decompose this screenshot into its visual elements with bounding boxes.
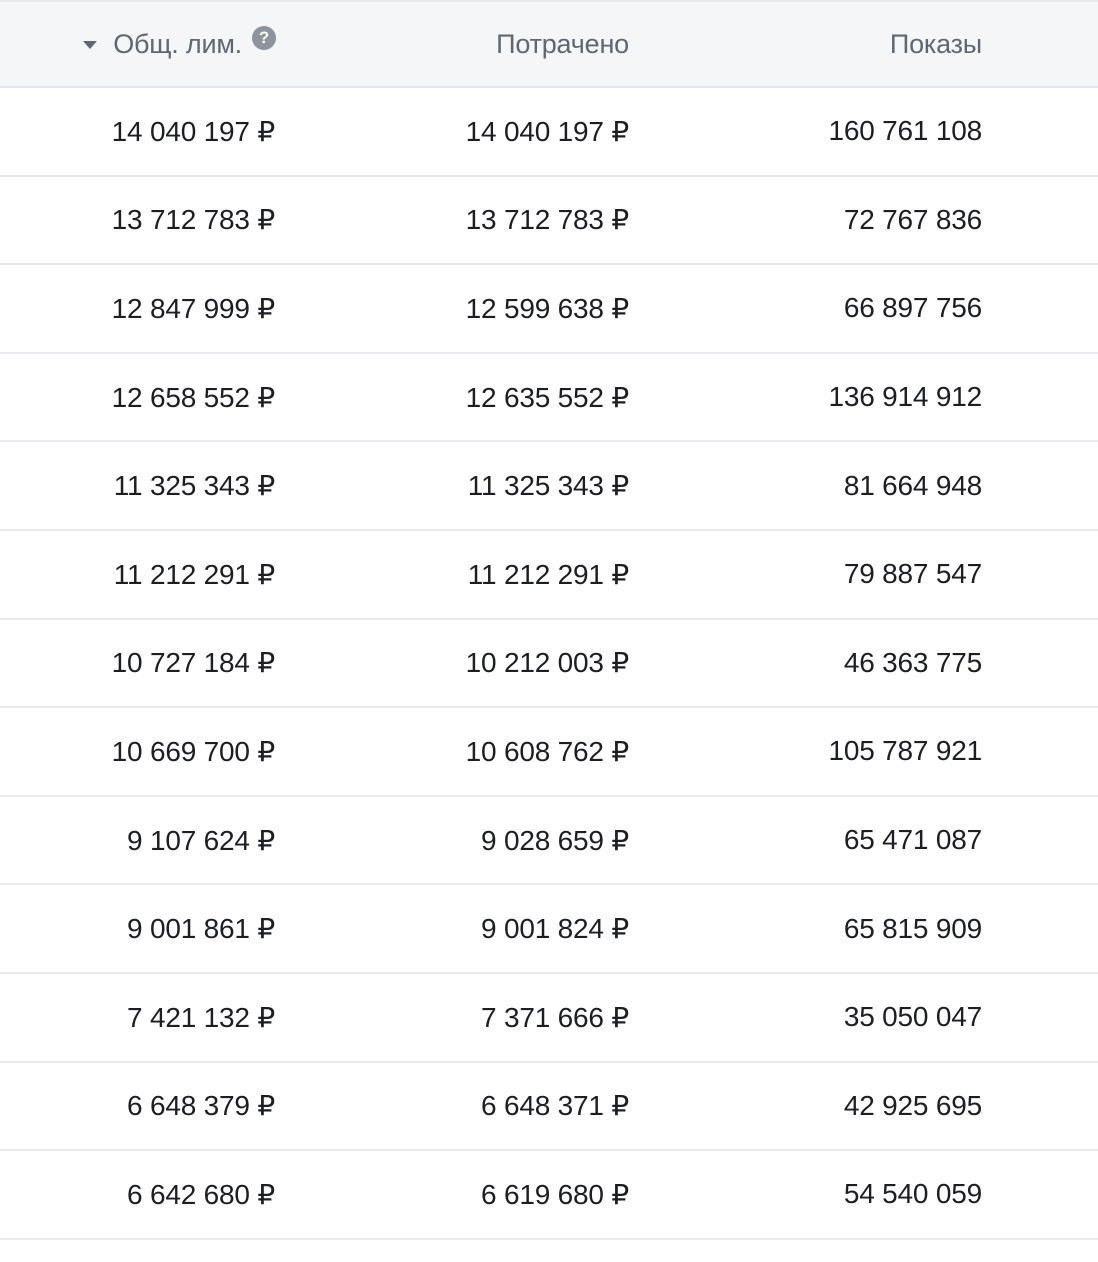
cell-impressions: 136 914 912 [828, 381, 982, 413]
cell-total-limit: 12 658 552 ₽ [111, 381, 275, 413]
cell-total-limit: 9 107 624 ₽ [127, 824, 275, 856]
cell-impressions: 81 664 948 [843, 469, 982, 501]
table-row[interactable] [0, 177, 1098, 266]
table-row[interactable] [0, 797, 1098, 886]
column-header-total-limit-label[interactable]: Общ. лим. [113, 28, 242, 59]
cell-spent: 12 599 638 ₽ [465, 292, 629, 324]
column-header-total-limit[interactable] [83, 2, 276, 86]
table-row[interactable] [0, 265, 1098, 354]
cell-impressions: 105 787 921 [828, 735, 982, 767]
column-header-impressions-label[interactable]: Показы [889, 28, 982, 59]
cell-total-limit: 6 642 680 ₽ [127, 1178, 275, 1210]
cell-spent: 10 212 003 ₽ [465, 647, 629, 679]
cell-impressions: 46 363 775 [843, 646, 982, 678]
cell-spent: 6 648 371 ₽ [481, 1090, 629, 1122]
cell-spent: 6 619 680 ₽ [481, 1178, 629, 1210]
cell-impressions: 79 887 547 [843, 558, 982, 590]
cell-total-limit: 7 421 132 ₽ [127, 1001, 275, 1033]
cell-spent: 14 040 197 ₽ [465, 115, 629, 147]
cell-impressions: 35 050 047 [843, 1001, 982, 1033]
table-body [0, 88, 1098, 1240]
cell-total-limit: 11 212 291 ₽ [113, 558, 275, 590]
cell-impressions: 72 767 836 [843, 203, 982, 235]
table-row[interactable] [0, 974, 1098, 1063]
help-icon[interactable]: ? [252, 26, 276, 50]
column-header-impressions[interactable] [890, 2, 982, 86]
cell-total-limit: 10 727 184 ₽ [111, 647, 275, 679]
cell-total-limit: 9 001 861 ₽ [127, 913, 275, 945]
cell-spent: 11 212 291 ₽ [467, 558, 629, 590]
cell-spent: 12 635 552 ₽ [465, 381, 629, 413]
column-header-spent[interactable] [496, 2, 629, 86]
table-row[interactable] [0, 531, 1098, 620]
cell-total-limit: 13 712 783 ₽ [111, 204, 275, 236]
cell-impressions: 54 540 059 [843, 1178, 982, 1210]
column-header-spent-label[interactable]: Потрачено [496, 28, 629, 59]
cell-total-limit: 6 648 379 ₽ [127, 1090, 275, 1122]
cell-total-limit: 10 669 700 ₽ [111, 735, 275, 767]
cell-impressions: 65 815 909 [843, 912, 982, 944]
cell-impressions: 160 761 108 [828, 115, 982, 147]
table-row[interactable] [0, 354, 1098, 443]
table-row[interactable] [0, 442, 1098, 531]
table-row[interactable] [0, 88, 1098, 177]
table-row[interactable] [0, 1063, 1098, 1152]
cell-spent: 10 608 762 ₽ [465, 735, 629, 767]
table-row[interactable] [0, 708, 1098, 797]
sort-toggle[interactable] [83, 29, 242, 60]
table-row[interactable] [0, 885, 1098, 974]
cell-spent: 13 712 783 ₽ [465, 204, 629, 236]
cell-impressions: 66 897 756 [843, 292, 982, 324]
table-header [0, 0, 1098, 88]
cell-spent: 9 001 824 ₽ [481, 913, 629, 945]
cell-total-limit: 14 040 197 ₽ [111, 115, 275, 147]
cell-spent: 7 371 666 ₽ [481, 1001, 629, 1033]
cell-spent: 9 028 659 ₽ [481, 824, 629, 856]
cell-impressions: 65 471 087 [843, 824, 982, 856]
cell-spent: 11 325 343 ₽ [467, 470, 629, 502]
cell-impressions: 42 925 695 [843, 1089, 982, 1121]
table-row[interactable] [0, 1151, 1098, 1240]
sort-descending-icon[interactable] [83, 41, 97, 49]
table-row[interactable] [0, 620, 1098, 709]
cell-total-limit: 11 325 343 ₽ [113, 470, 275, 502]
cell-total-limit: 12 847 999 ₽ [111, 292, 275, 324]
